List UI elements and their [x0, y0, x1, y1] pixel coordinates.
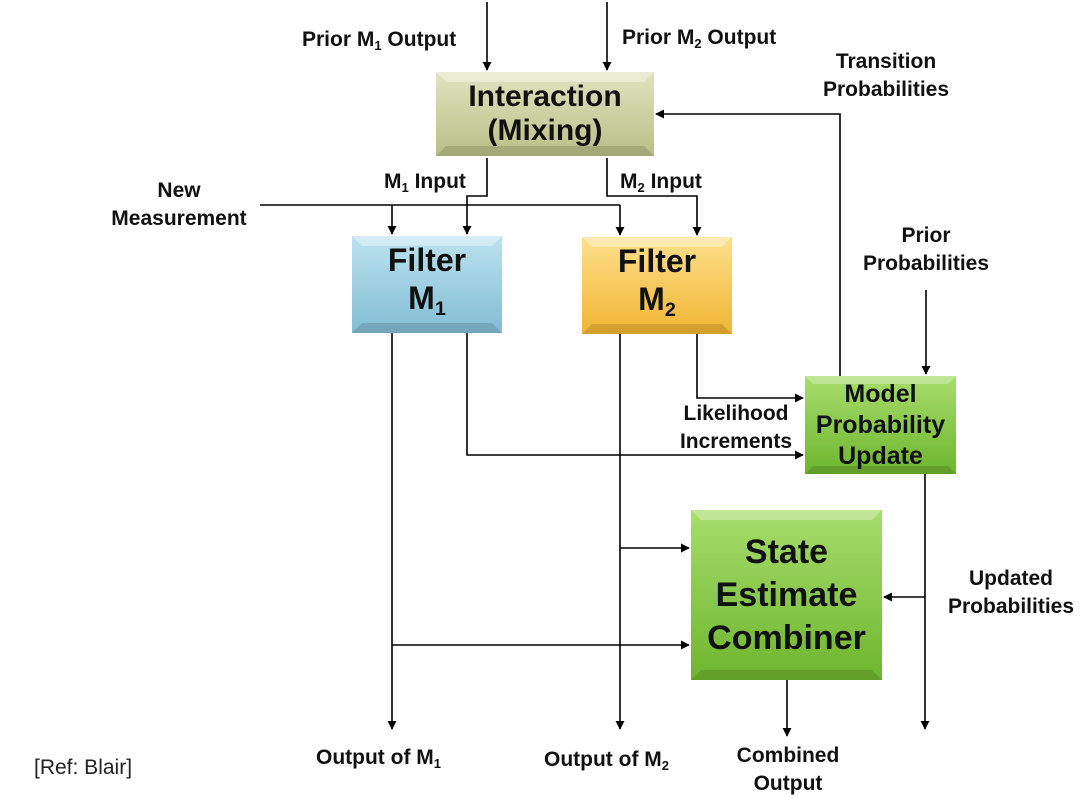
new-measurement-label: New Measurement: [111, 179, 247, 230]
filter-m1-box: [352, 236, 502, 333]
m2-input-label: $M_2$ Input: [620, 170, 702, 195]
updated-probabilities-label: Updated Probabilities: [947, 567, 1075, 618]
likelihood-increments-label: Likelihood Increments: [679, 402, 793, 453]
combiner-line3: Combiner: [707, 618, 866, 657]
prior-m1-output-label: Prior $M_1$ Output: [302, 28, 457, 53]
combiner-line1: State: [744, 532, 829, 571]
prior-m2-output-label: Prior $M_2$ Output: [622, 26, 777, 51]
filter-m2-line2: $M_2$: [638, 281, 676, 321]
output-of-m1-label: Output of $M_1$: [316, 746, 442, 771]
combiner-line2: Estimate: [715, 575, 858, 614]
filter-m1-line1: Filter: [387, 242, 467, 279]
model-probability-update-box: [805, 376, 956, 474]
m1-input-arrow: [467, 158, 487, 234]
interaction-line2: (Mixing): [487, 114, 603, 147]
model-prob-line1: Model: [844, 379, 917, 408]
model-prob-line3: Update: [838, 441, 923, 470]
interaction-line1: Interaction: [468, 80, 622, 113]
filter-m1-line2: $M_1$: [408, 280, 446, 320]
output-of-m2-label: Output of $M_2$: [544, 748, 670, 773]
model-prob-line2: Probability: [815, 410, 946, 439]
prior-probabilities-label: Prior Probabilities: [862, 224, 990, 275]
transition-probabilities-label: Transition Probabilities: [822, 50, 950, 101]
filter-m2-line1: Filter: [617, 243, 697, 280]
interaction-box: [436, 72, 654, 156]
m1-input-label: $M_1$ Input: [384, 170, 466, 195]
filter-m2-box: [582, 237, 732, 334]
state-estimate-combiner-box: [691, 510, 882, 680]
reference-note: [Ref: Blair]: [34, 756, 133, 779]
filter2-likelihood-arrow: [697, 334, 803, 398]
combined-output-label: Combined Output: [736, 744, 840, 795]
